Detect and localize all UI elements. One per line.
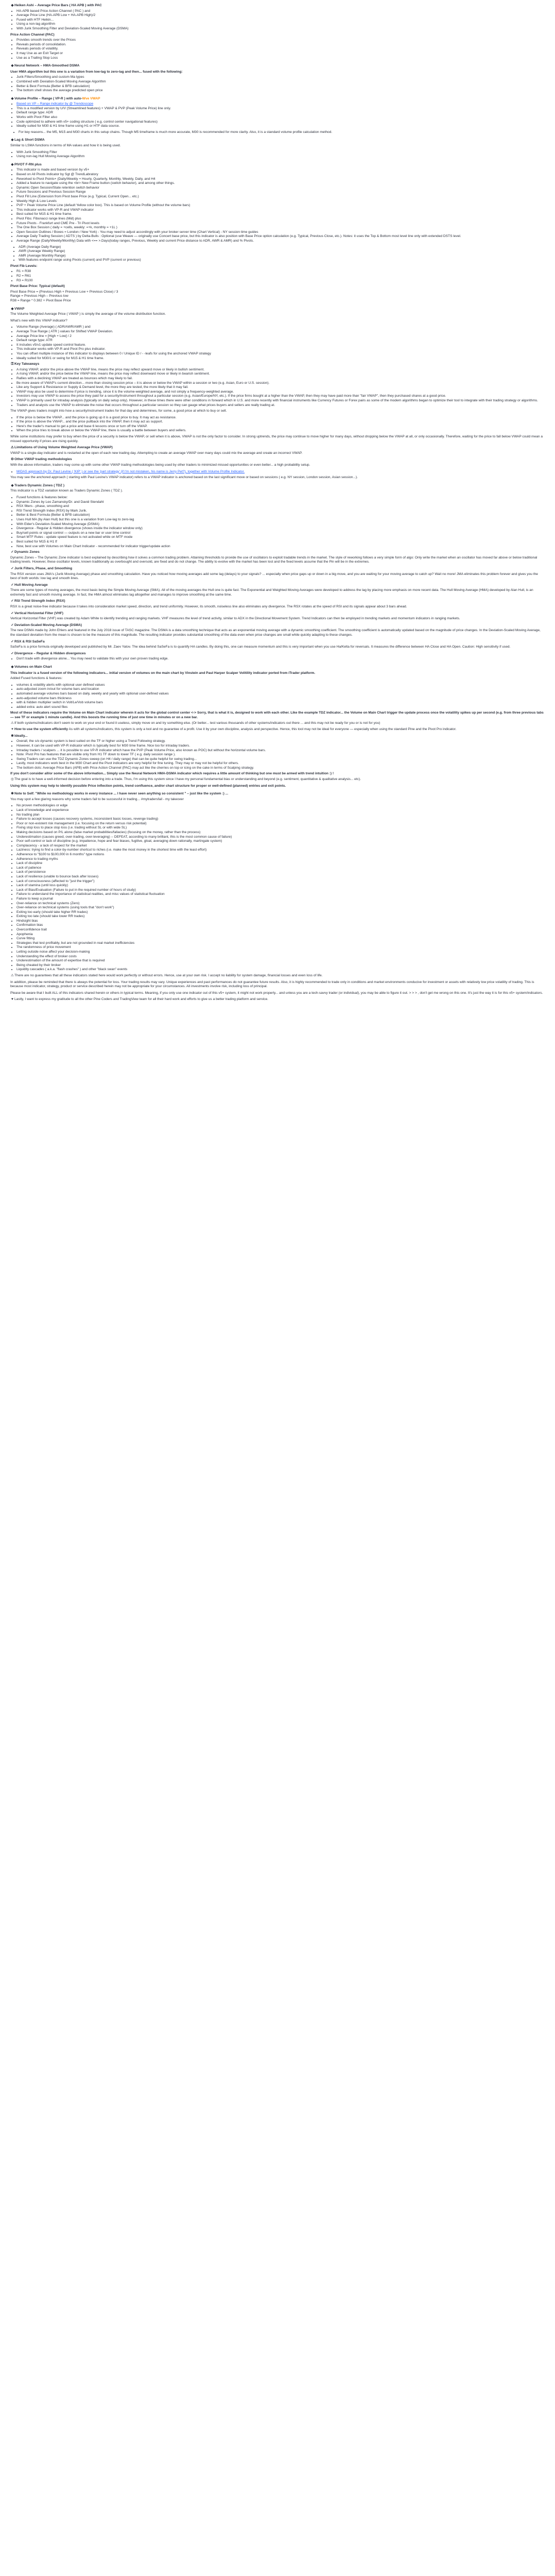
list-item: • Pivot Fill Line (Extension from Pivot base Price (e.g. Typical, Current Open... etc.) [16,195,545,199]
list-item: • Use as a Trailing Stop Loss [16,56,545,61]
list-item: • Overconfidence trait [16,928,545,933]
vp-range-link[interactable]: Based on VP – Range indicator by @ Trendoscope [16,102,94,106]
pivot-levels-list [10,269,545,283]
diamond-icon: ◆ [11,162,14,166]
ideally-title [10,734,545,739]
section-heiken-ashi [10,4,545,60]
dz-title [10,550,545,555]
dz-text: Dynamic Zones – The Dynamic Zone indicator is best explained by describing how it solves a common trading problem. Attaining thresholds to provide the use of oscillators to exploit tradable trends in the market. The style of reworking follows a very simple form of algo: Only write the market when an oscillator has moved far above or below traditional trading levels. However, these oscillator levels, known traditionally as overbought and oversold, are fixed and do not change. The ability to evolve with the market has been lost and the fixed levels assume that the Pin will be in the extremes. [10,555,537,564]
vhf-text: Vertical Horizontal Filter (VHF) was created by Adam White to identify trending and ranging markets. VHF measures the level of trend activity, similar to ADX in the Directional Movement System. Trend Indicators can then be employed in trending markets and momentum indicators in ranging markets. [10,617,460,621]
volume-note: • For key reasons... the M5, M15 and M30 charts in this setup chains. Though M5 timeframe is much more accurate, M30 is recommended for more clarity. Also, it is a standard volume profile calculation method. [19,130,545,135]
list-item: • Lack of discipline [16,861,545,866]
list-item: • Pivot Fibs: Fibonacci range lines (Mid) plus [16,217,545,222]
vol-howto-title: How to use the system efficiently [14,727,68,732]
key-icon: ⚿ [11,362,14,366]
list-item: • Lack of consciousness (affected to "just the trigger") [16,879,545,884]
pivot-levels-title: Pivot Fib Levels: [10,264,38,268]
list-item: • Average Price Line (HA-APB Low + HA-APB High)/2 [16,13,545,18]
list-item: • Poor self-control or lack of discipline (e.g. impatience, hope and fear biases, fugitive, gloat, averaging down rationally, martingale system) [16,839,545,844]
list-item: • Letting outside noise affect your decision-making [16,950,545,955]
list-item: • Open Session Outlines / Boxes = London / New York) - You may need to adjust accordingly with your broker server time (Chart Vertical) - NY session time guides [16,230,545,235]
pin-icon: ✱ [11,734,14,738]
list-item: • Average Range (Daily/Weekly/Monthly) Data with <== >.Days(today ranges, Previous, Weekly and current Price distance to ADR, AWR & AMR) and % Pivots. [16,239,545,244]
check-icon: ✓ [11,583,14,587]
check-icon: ✓ [11,611,14,615]
list-item: • Fused functions & features below: [16,496,545,500]
rsx-text: The RSX version uses JMA's (Jurik Moving Average) phase and smoothing calculation. Have you noticed how moving averages add some lag (delays) to your signals? ... especially when price gaps up or down in a big move, and you are waiting for your moving average to catch up? Wait no more! JMA eliminates this problem forever and gives you the best of both worlds: low lag and smooth lines. [10,572,538,581]
section-pivot [10,163,545,303]
check-icon: ✓ [11,651,14,655]
list-item: • Being cheated by their broker [16,963,545,968]
volume-list [10,102,545,129]
section-lagless [10,138,545,159]
section-tdz [10,484,545,662]
list-item: • RSX filters - phase, smoothing and [16,504,545,509]
div-title-text: Divergence – Regular & Hidden divergences [14,651,86,655]
list-item: • Over-reliance on technical systems (Zero) [16,902,545,906]
formula-line: R38 = Range * 0.382 + Pivot Base Price [10,299,71,303]
list-item: • It includes v5/v1 update speed control feature. [16,343,545,348]
list-item: • PVP + Peak Volume Price Line (default Yellow color box). This is based on Volume Profile (without the volume bars) [16,204,545,208]
neural-title-text: Neural Network – HMA-Smoothed DSMA [14,64,80,68]
lagless-title-text: Lag & Short DSMA [14,138,45,142]
list-item: • HA-APB based Price Action Channel ( PAC ) and [16,9,545,14]
div-title [10,652,545,656]
lagless-list [10,150,545,159]
diamond-icon: ◆ [11,96,14,100]
sasefa-title [10,640,545,645]
vol-desc: This indicator is a fused version of the following indicators... initial version of volumes on the main chart by Vinstein and Paul Harper Scalper Volitility indicator ported from iTrader platform. [10,671,316,675]
self-list [10,804,545,972]
list-item: • No proven methodologies or edge [16,804,545,808]
list-item: • Confirmation bias [16,923,545,928]
list-item: • You can offset multiple instance of this indicator to displays between 0 / Unique ID / - -leafs for using the anchored VWAP strategy [16,352,545,357]
list-item: • Provides smooth trends over the Prices [16,38,545,43]
pivot-list [10,168,545,243]
rsi-text: RSX is a great noise-free indicator because it takes into consideration market speed, direction, and trend uniformity. However, its smooth, noiseless line also eliminates any divergence. The RSX rotates at the speed of RSI and its signals appear about 3 bars ahead. [10,605,407,609]
list-item: • Failure to understand the importance of statistical realities, and misc values of statistical fluctuation [16,892,545,897]
list-item: • The bottom shell shows the average predicted open price [16,89,545,93]
list-item: • This indicator works with VP-R and Pivot Pro plus indicator. [16,347,545,352]
vol-goal [10,777,545,782]
vhf-title-text: Vertical Horizontal Filter (VHF) [14,611,63,615]
vwap-list [10,325,545,361]
list-item: • Be more aware of VWAP's current direction... more than closing session price – it is above or below the VWAP within a session or two (e.g. Asian, Euro or U.S. session). [16,381,545,386]
list-item: • Complacency - a lack of respect for the market [16,844,545,849]
pivot-title-text: PIVOT F-RN plus [14,162,42,166]
list-item: • Code optimized to adhere with v5+ coding structure ( e.g. control center navigational features) [16,120,545,125]
list-item [16,470,545,474]
self-intro: You may spot a few glaring reasons why some traders fail to be successful in trading... #mytradersfail - my takeover [10,797,184,801]
self-title [10,792,545,796]
list-item: • Laziness: trying to find a color-by-number shortcut to riches (i.e. make the most money in the shortest time with the least effort) [16,848,545,853]
diamond-icon: ◆ [11,4,14,7]
section-note-to-self [10,792,545,1002]
pivot-title [10,163,545,167]
rsi-title [10,599,545,604]
pin-icon: ✱ [11,792,14,796]
vwap-other-text: Other VWAP trading methodologies [14,457,72,462]
vol-title [10,665,545,670]
neural-list [10,75,545,93]
list-item: • Swing Traders can use the TDZ Dynamic Zones sweep (on H4 / daily range) that can be quite helpful for swing trading... [16,757,545,762]
list-item: • Strategies that test profitably, but are not grounded in real market inefficiencies [16,941,545,946]
list-item: • Default range type: ADR [16,111,545,115]
vol-warn-text: If both systems/indicators don't seem to work on your end or found it useless, simply move on and try something else. (Or better... test various thousands of other systems/indicators out there ... and this may not be ready for you or is not for you) [14,721,380,725]
list-item: • The One Box Session ( daily = +cells, weekly: =+k, monthly = +1L ) [16,226,545,230]
list-item: • Lack of patience [16,866,545,871]
tdz-list [10,496,545,549]
formula-line: Range = Previous High – Previous low [10,294,68,298]
tdz-desc: This indicator is a TDZ variation known as Traders Dynamic Zones ( TDZ ). [10,489,123,493]
list-item: • ADR (Average Daily Range) [19,245,545,250]
list-item: • Intraday traders / scalpers ... it is possible to use VP-R indicator which have the PVP (Peak Volume Price, also known as POC) but without the horizontal volume bars. [16,749,545,753]
list-item: • Poor or non-existent risk management (i.e. focusing on the return versus risk potential) [16,822,545,826]
vwap-title-text: VWAP [14,307,25,311]
list-item: • Dynamic Zones by Leo Zamansky/Dr. and David Stendahl [16,500,545,505]
list-item: • Average True Range ( ATR ) values for Shifted VWAP Deviation. [16,330,545,334]
formula-line: Pivot Base Price = (Previous High + Previous Low + Previous Close) / 3 [10,290,118,294]
check-icon: ✓ [11,639,14,643]
vwap-limits: VWAP is a single-day indicator and is restarted at the open of each new trading day. Attempting to create an average VWAP over many days could mix the average and create an incorrect VWAP. [10,451,303,455]
pivot-sub-list [10,245,545,263]
list-item: • automated average volumes bars based on daily, weekly and yearly with optional user-defined values [16,692,545,697]
list-item: • This indicator is made and based version by v5+ [16,168,545,173]
list-item: • Lack of Bias/Evaluation (Failure to put in the required number of hours of study) [16,888,545,893]
list-item: • Future Sessions and Previous Session Range [16,190,545,195]
vol-howto-text: As with all systems/indicators, this system is only a tool and no guarantee of a profit. Use it by your own discipline, analysis and perspective. Hence, this tool may not be ideal for everyone — especially when using the standard Pine and the Pivot Pro indicator. [68,727,457,732]
pac-list [10,38,545,60]
list-item: • Underestimation of the amount of expertise that is required [16,959,545,963]
heiken-title-text: Heiken Ashi – Average Price Bars ( HA APB ) with PAC [14,4,102,7]
list-item: • Lack of knowledge and experience [16,808,545,813]
list-item: • RSI Trend Strength Index (RSX) by Mark Jurik. [16,509,545,514]
check-icon: ✓ [11,566,14,570]
list-item: • Failure to keep a journal [16,897,545,902]
vol-scaling: Using this system may help to identify possible Price inflection points, trend confluence, and/or chart structure for proper or well-defined (planned) entries and exit points. [10,784,286,788]
heiken-title [10,4,545,8]
list-item: • When the price tries to break above or below the VWAP line, there is usually a battle between buyers and sellers. [16,429,545,433]
self-final-text: Lastly, I want to express my gratitude to all the other Pine Coders and TradingView team for all their hard work and efforts to give us a better trading platform and service. [14,997,268,1002]
ref-list [10,470,545,474]
div-list [10,657,545,662]
vwap-title [10,307,545,312]
warning-icon: ⚠ [11,446,14,450]
list-item: • Like any Support & Resistance or Supply & Demand level, the more they are tested, the more likely that it may fail. [16,385,545,390]
list-item: • Liquidity cascades ( a.k.a. "flash crashes" ) and other "black swan" events [16,968,545,972]
list-item: • Reveals periods of volatility. [16,47,545,52]
pac-title: Price Action Channel (PAC) [10,32,55,37]
vwap-insight: The VWAP gives traders insight into how a security/instrument trades for that day and determines, for some, a good price at which to buy or sell. [10,409,227,413]
volume-title-accent: Wve VWAP [82,96,100,100]
check-icon: ✓ [11,550,14,554]
list-item: • auto-adjusted volume bars thickness [16,697,545,701]
list-item: • Based on All Pivots indicator by Sgt @ TrendLabratory [16,173,545,177]
list-item: • Works with Pivot Filter also [16,115,545,120]
list-item: • Adherence to trading myths [16,857,545,862]
neural-desc: User HMA algorithm but this one is a variation from low-lag to zero-lag and then... fused with the following: [10,70,183,74]
lagless-title [10,138,545,143]
list-item: • Exiting too early (should take higher RR trades) [16,910,545,915]
section-vwap [10,307,545,480]
list-item: • Rallies with a declining VWAP are treated as bounces which may likely to fail. [16,377,545,381]
list-item: • Using a non-lag algorithm [16,22,545,27]
list-item: • Lack of stamina (until loss quickly) [16,884,545,888]
dsma-title [10,623,545,628]
list-item: • Volume Range (Average) ( ADR/AWR/AMR ) and [16,325,545,330]
heiken-list [10,9,545,31]
neural-title [10,64,545,69]
list-item: • Average Price line = [High + Low] / 2 [16,334,545,339]
list-item: • volumes & volatility alerts with optional user defined values [16,683,545,688]
list-item: • auto-adjusted zoom in/out for volume bars and location [16,687,545,692]
diamond-icon: ◆ [11,138,14,142]
midas-link[interactable]: MIDAS approach by Dr. Paul Levine ( 'KIP' ) or see the 'part strategy' (if I'm not mistaken, his name is Jerry Pet?), together with Volume Profile Indicator. [16,469,245,473]
vwap-limits-text: Limitations of Using Volume Weighted Average Price (VWAP) [14,446,113,450]
list-item: • Divergence - Regular & Hidden divergence (shows inside the indicator window only) [16,527,545,531]
vol-howto [10,727,545,732]
list-item: • R1 = R38 [16,269,545,274]
list-item: • Underestimation (causes greed, over-trading, over-leveraging) -- DEFEAT, according to many brilliant, this is the most common cause of failure) [16,835,545,840]
list-item [16,102,545,107]
list-item: • Future Pivots - Frankfurt and CME Pre - Tri Pivot levels [16,222,545,226]
list-item: • Fixing stop loss to place stop loss (i.e. trading without SL or with wide SL) [16,826,545,831]
self-final [10,997,545,1002]
list-item: • Reworked to Pivot Points+ (Daily/Weekly + Hourly, Quarterly, Monthly, Weekly, Daily, and H4 [16,177,545,182]
list-item: • However, it can be used with VP-R indicator which is typically best for M30 time frame. Nice too for intraday traders. [16,744,545,749]
list-item: • Uses Hull MA (by Alan Hull) but this one is a variation from Low-lag to zero-lag [16,518,545,522]
thanks-icon: ♥ [11,997,13,1002]
pivot-formula-title: Pivot Base Price: Typical (default) [10,284,65,289]
list-item: • Reveals periods of consolidation. [16,43,545,47]
section-volumes [10,665,545,788]
vwap-takeaways-text: Key Takeaways [14,362,40,366]
lagless-desc: Similar to LSMA functions in terms of MA values and how it is being used. [10,144,121,148]
list-item: • Default range type: ATR [16,338,545,343]
vhf-title [10,612,545,616]
list-item: • Better & Best Formula (Better & BFB calculation) [16,84,545,89]
list-item: • Curve fitting [16,937,545,941]
list-item: • Lack of persistence [16,870,545,875]
rsx-title [10,567,545,571]
list-item: • Traders and analysts use the VWAP to eliminate the noise that occurs throughout a particular session so they can gauge what prices buyers and sellers are really trading at. [16,403,545,408]
list-item: • Jurik Filters/Smoothing and custom Ma types [16,75,545,80]
list-item: • With Jurik Smoothing Filter [16,150,545,155]
vwap-other: With the above information, traders may come up with some other VWAP trading methodologies being used by other traders to minimized missed opportunities or even better... a high probability setup. [10,463,310,467]
list-item: • Using non-lag Hull Moving Average Algorithm [16,155,545,159]
ma-title [10,583,545,588]
vwap-what-title: What's new with this VWAP indicator? [10,318,67,323]
list-item: • VWAP is primarily used for intraday analysis (typically on daily setup only). However, in these times there were other conditions in forward which in U.S. and more recently with financial instruments like Currency Futures or Forex pairs as some of the modern algorithms began to optimize their tool to integrate with their trading strategy or algorithms. [16,399,545,403]
tdz-title-text: Traders Dynamic Zones ( TDZ ) [14,483,65,487]
list-item: • Best suited for M15 & H1 time frame. [16,212,545,217]
check-icon: ✓ [11,623,14,627]
list-item: • With features endpoint range using Pivots (current) and PVP (current or previous) [19,258,545,263]
list-item: • Adherence to "$100 to $100,000 in 6 months" type notions [16,853,545,857]
vol-title-text: Volumes on Main Chart [14,665,52,669]
self-title-quote: "While no methodology works in every instance ... I have never seen anything so consistent " – just like the system :) ... [35,792,229,796]
list-item: • A rising VWAP, and/or the price above the VWAP line, means the price may reflect upward move or likely in bullish sentiment. [16,368,545,372]
list-item: • Smart MTF Rules - update speed feature is not activated while on MTF mode [16,535,545,540]
self-warranty [10,974,545,978]
vol-goal-text: The goal is to have a well-informed decision before entering into a trade. Thus, I'm using this system since I have my personal fundamental bias or understanding and beyond (e.g. sentiment, quantitative & qualitative analysis... etc). [14,777,361,782]
list-item: • Failure to accept losses (causes recovery systems, inconsistent basic losses, revenge trading) [16,817,545,822]
list-item: • Dynamic Open Session/State retention switch behavior [16,186,545,191]
list-item: • Hindsight bias [16,919,545,924]
check-icon: ✓ [11,599,14,603]
warning-icon: ⚠ [11,721,14,725]
list-item: • Fused with HTF Heikin... [16,18,545,23]
description-page [0,0,555,1008]
list-item: • Apophenia [16,933,545,937]
dsma-title-text: Deviation-Scaled Moving Average (DSMA) [14,623,82,627]
diamond-icon: ◆ [11,483,14,487]
list-item: • Here's the trader's manual to get a price and base 6 lessons once or turn off the VWAP. [16,425,545,429]
self-warranty-text: There are no guarantees that all these indicators stated here would work perfectly or without errors. Hence, use at your own risk. I accept no liability for system damage, financial losses and even loss of life. [14,974,323,977]
list-item: • If the price is below the VWAP... and the price is going up it is a good price to buy. It may act as resistance. [16,416,545,420]
ideally-title-text: Ideally... [14,734,28,738]
diamond-icon: ◆ [11,665,14,669]
dz-title-text: Dynamic Zones [14,550,40,554]
list-item: • Making decisions based on P/L alone (false market probabilities/fallacies) (focusing on the money, rather than the process) [16,831,545,835]
list-item: • This indicator works with VP-R and VWAP indicator [16,208,545,213]
list-item: • The randomness of price movement [16,945,545,950]
list-item: • Understanding the effect of broker costs [16,955,545,959]
list-item: • The bottom dots: Average Price Bars (APB) with Price Action Channel (PAC) may act like the cherries on top or icing on the cake in terms of Scalping strategy. [16,766,545,771]
vwap-limits-title [10,446,545,450]
vwap-takeaways-title [10,362,545,367]
list-item: • Now, best use with Volumes on Main Chart Indicator - recommended for indicator trigger/update action [16,545,545,549]
volume-title [10,97,545,101]
vol-tip: Most of these indicators require the Volume on Main Chart indicator wherein it acts for the global control center <-> Sorry, that is what it is, designed to work with each other. Like the example TDZ indicator... the Volume on Main Chart trigger the update process once the volatility spikes up per second (e.g. from three previous tabs — see TF or example 1 minute candle). And this boosts the running time of just one time in minutes or on a new bar. [10,711,544,719]
list-item: • AWR (Average Weekly Range) [19,249,545,254]
list-item: • Buy/sell points or signal control — outputs on a new bar or user time control [16,531,545,536]
ref-note: You may see the anchored approach ( starting with Paul Levine's VWAP indicator) refers to a VWAP indicator is anchored based on the last significant move or based on sessions ( e.g. NY session, London session, Asian session...). [10,476,358,480]
vwap-note: While some institutions may prefer to buy when the price of a security is below the VWAP, or sell when it is above, VWAP is not the only factor to consider. In strong uptrends, the price may continue to move higher for many days, without dropping below the VWAP at all, or only occasionally. Therefore, waiting for the price to fall below VWAP could mean a missed opportunity if prices are rising quickly. [10,435,543,443]
list-item: • Don't trade with divergence alone... You may need to validate this with your own proven trading edge. [16,657,545,662]
dsma-text: The new DSMA made by John Ehlers and featured in the July 2018 issue of TASC magazine. The DSMA is a data smoothing technique that acts as an exponential moving average with a dynamic smoothing coefficient. The smoothing coefficient is automatically updated based on the magnitude of price changes. In the Deviation-Scaled Moving Average, the standard deviation from the mean is chosen to be the measure of this magnitude. The resulting indicator provides substantial smoothing of the data even when price changes are small while quickly adapting to these changes. [10,629,541,637]
list-item: • Overall, the s/o dynamic system is best suited on the TF or higher using a Trend Following strategy. [16,739,545,744]
list-item: • with & hidden multiplier switch in Volt/Le/Vob volume bars [16,701,545,705]
rsi-title-text: RSI Trend Strength Index (RSX) [14,599,65,603]
vol-list [10,683,545,710]
lightbulb-icon: ✦ [11,727,14,732]
target-icon: ◎ [11,777,14,782]
self-credits: Please be aware that I built ALL of this indicators shared herein or others in typical terms. Meaning, if you only use one indicator out of this v5+ system, it might not work properly... and unless you are a tech-savvy trader (or individual), you may be able to figure it out. > > > , don't get me wrong on this one. It's just the way it is for this v5+ system/indicators. [10,991,543,995]
volume-note-list [10,130,545,135]
self-title-text: Note to Self: [14,792,34,796]
gear-icon: ⚙ [11,457,14,462]
list-item: • AMR (Average Monthly Range) [19,254,545,259]
section-neural [10,64,545,93]
vol-warn [10,721,545,726]
list-item: • Investors may use VWAP to assess the price they paid for a security/Instrument throughout a particular session (e.g. Asian/Europe/NY, etc.). If the price firms bought at a higher than the VWAP, then they may have paid more than "fair VWAP", then they purchased shares at a good price. [16,394,545,399]
warning-icon: ⚠ [11,974,14,977]
list-item: • Better & Best Formula (Better & BFB calculation) [16,513,545,518]
list-item: • It may Use as an Exit Target or [16,52,545,56]
list-item: • Combined with Deviation-Scaled Moving Average Algorithm [16,80,545,84]
list-item: • Over-reliance on technical systems (using tools that "don't work") [16,906,545,910]
list-item: • This is a modified version by U/V (Streamlined features) + VWAP & PVP (Peak Volume Price) line only. [16,107,545,111]
list-item: • With Jurik Smoothing Filter and Deviation-Scaled Moving Average (DSMA) [16,27,545,31]
list-item: • Ideally suited for M30 & H1 time frame using H1 or HTF data source. [16,124,545,129]
vol-items-title: Added Fused functions & features: [10,676,63,681]
list-item: • Weekly High & Low Levels [16,199,545,204]
diamond-icon: ◆ [11,307,14,311]
vol-noconfuse: If you don't consider all/or some of the above information... Simply use the Neural Network HMA-DSMA indicator which requires a little amount of thinking but one must be armed with trend intuition :) ! [10,772,334,776]
vwap-other-title [10,457,545,462]
section-volume-profile [10,97,545,135]
rsx-title-text: Jurik Filters, Phase, and Smoothing [14,566,73,570]
list-item: • added extra: auto alert sound files [16,705,545,710]
vwap-takeaways-list [10,368,545,408]
list-item: • Ideally suited for M30/1 or swing for M15 & H1 time frame. [16,357,545,361]
diamond-icon: ◆ [11,64,14,68]
list-item: • R2 = R61 [16,274,545,279]
volume-title-text: Volume Profile – Range ( VP-R ) with auto- [14,96,82,100]
ma-title-text: Hull Moving Average [14,583,48,587]
list-item: • R3 = R100 [16,279,545,283]
list-item: • A rising VWAP, and/or the price below the VWAP line, means the price may reflect downward move or likely in bearish sentiment. [16,372,545,377]
list-item: • Best suited for M15 & H1 tf [16,540,545,545]
list-item: • VWAP may also be used to determine if price is trending, since it is the volume-weighted average, and not simply a frequency-weighted average. [16,390,545,395]
vwap-intro: The Volume Weighted Average Price ( VWAP ) is simply the average of the volume distribution function. [10,312,166,316]
ma-text: There are some types of moving averages, the most basic being the Simple Moving Average (SMA). All of the moving averages the Hull one is quite fast. The Exponential and Weighted Moving Averages were developed to address the lag by placing more emphasis on more recent data. The Hull Moving Average (HMA) developed by Alan Hull, is an extremely fast and smooth moving average. In fact, the HMA almost eliminates lag altogether and manages to improve smoothing at the same time. [10,588,533,597]
tdz-title [10,484,545,488]
sasefa-title-text: RSX & RSI SaSeFa [14,639,45,643]
list-item: • Note: Pivot Pro has features that are visible only from H1 TF down to lower TF ( e.g. daily session range ). [16,753,545,757]
list-item: • Lastly, most indicators work best in the M30 Chart and the Pivot indicators are very helpful for fine tuning. They may or may not be helpful for others. [16,761,545,766]
self-addition: In addition, please be reminded that there is always the potential for loss. Your trading results may vary. Unique experiences and past performances do not guarantee future results. Also, it is highly recommended to trade only in conditions and market environments conducive for investment or assets with relatively low price volatility of trading. This is because most indicator, strategy, product or service described herein may not be appropriate for your circumstances. All investments involve risk, including loss of principal. [10,980,534,989]
list-item: • Exiting too late (should take lower RR trades) [16,914,545,919]
list-item: • Lack of resilience (unable to bounce back after losses) [16,875,545,879]
list-item: • Average Daily Trading Session ( ADTS ) by Delta-Bulls : Optional (use Weave — originally use Concert base price, but this indicator is also position with Base Price option calculation (e.g. Typical, Previous Close, etc.). Notes: it uses the Top & Bottom most level line only with extended DSTS level. [16,234,545,239]
list-item: • Added a feature to navigate using the <br> New Frame button (switch behavior), and among other things. [16,181,545,186]
list-item: • No trading plan [16,813,545,818]
ideally-list [10,739,545,770]
list-item: • If the price is above the VWAP... and the price pullback into the VWAP, then it may act as support. [16,420,545,425]
vwap-insight-list [10,416,545,433]
sasefa-text: SaSeFa is a price formula originally developed and published by Mr. Zaev Yatov. The idea behind SaSeFa is to quantify HA candles. By doing this, one can measure momentum and this is very important when you use Ha/Kelta for reversals. It measures the difference between HA Close and HA Open. Caution: High sensitivity if used. [10,645,511,649]
list-item: • With Elder's Deviation-Scaled Moving Average (DSMA) [16,522,545,527]
